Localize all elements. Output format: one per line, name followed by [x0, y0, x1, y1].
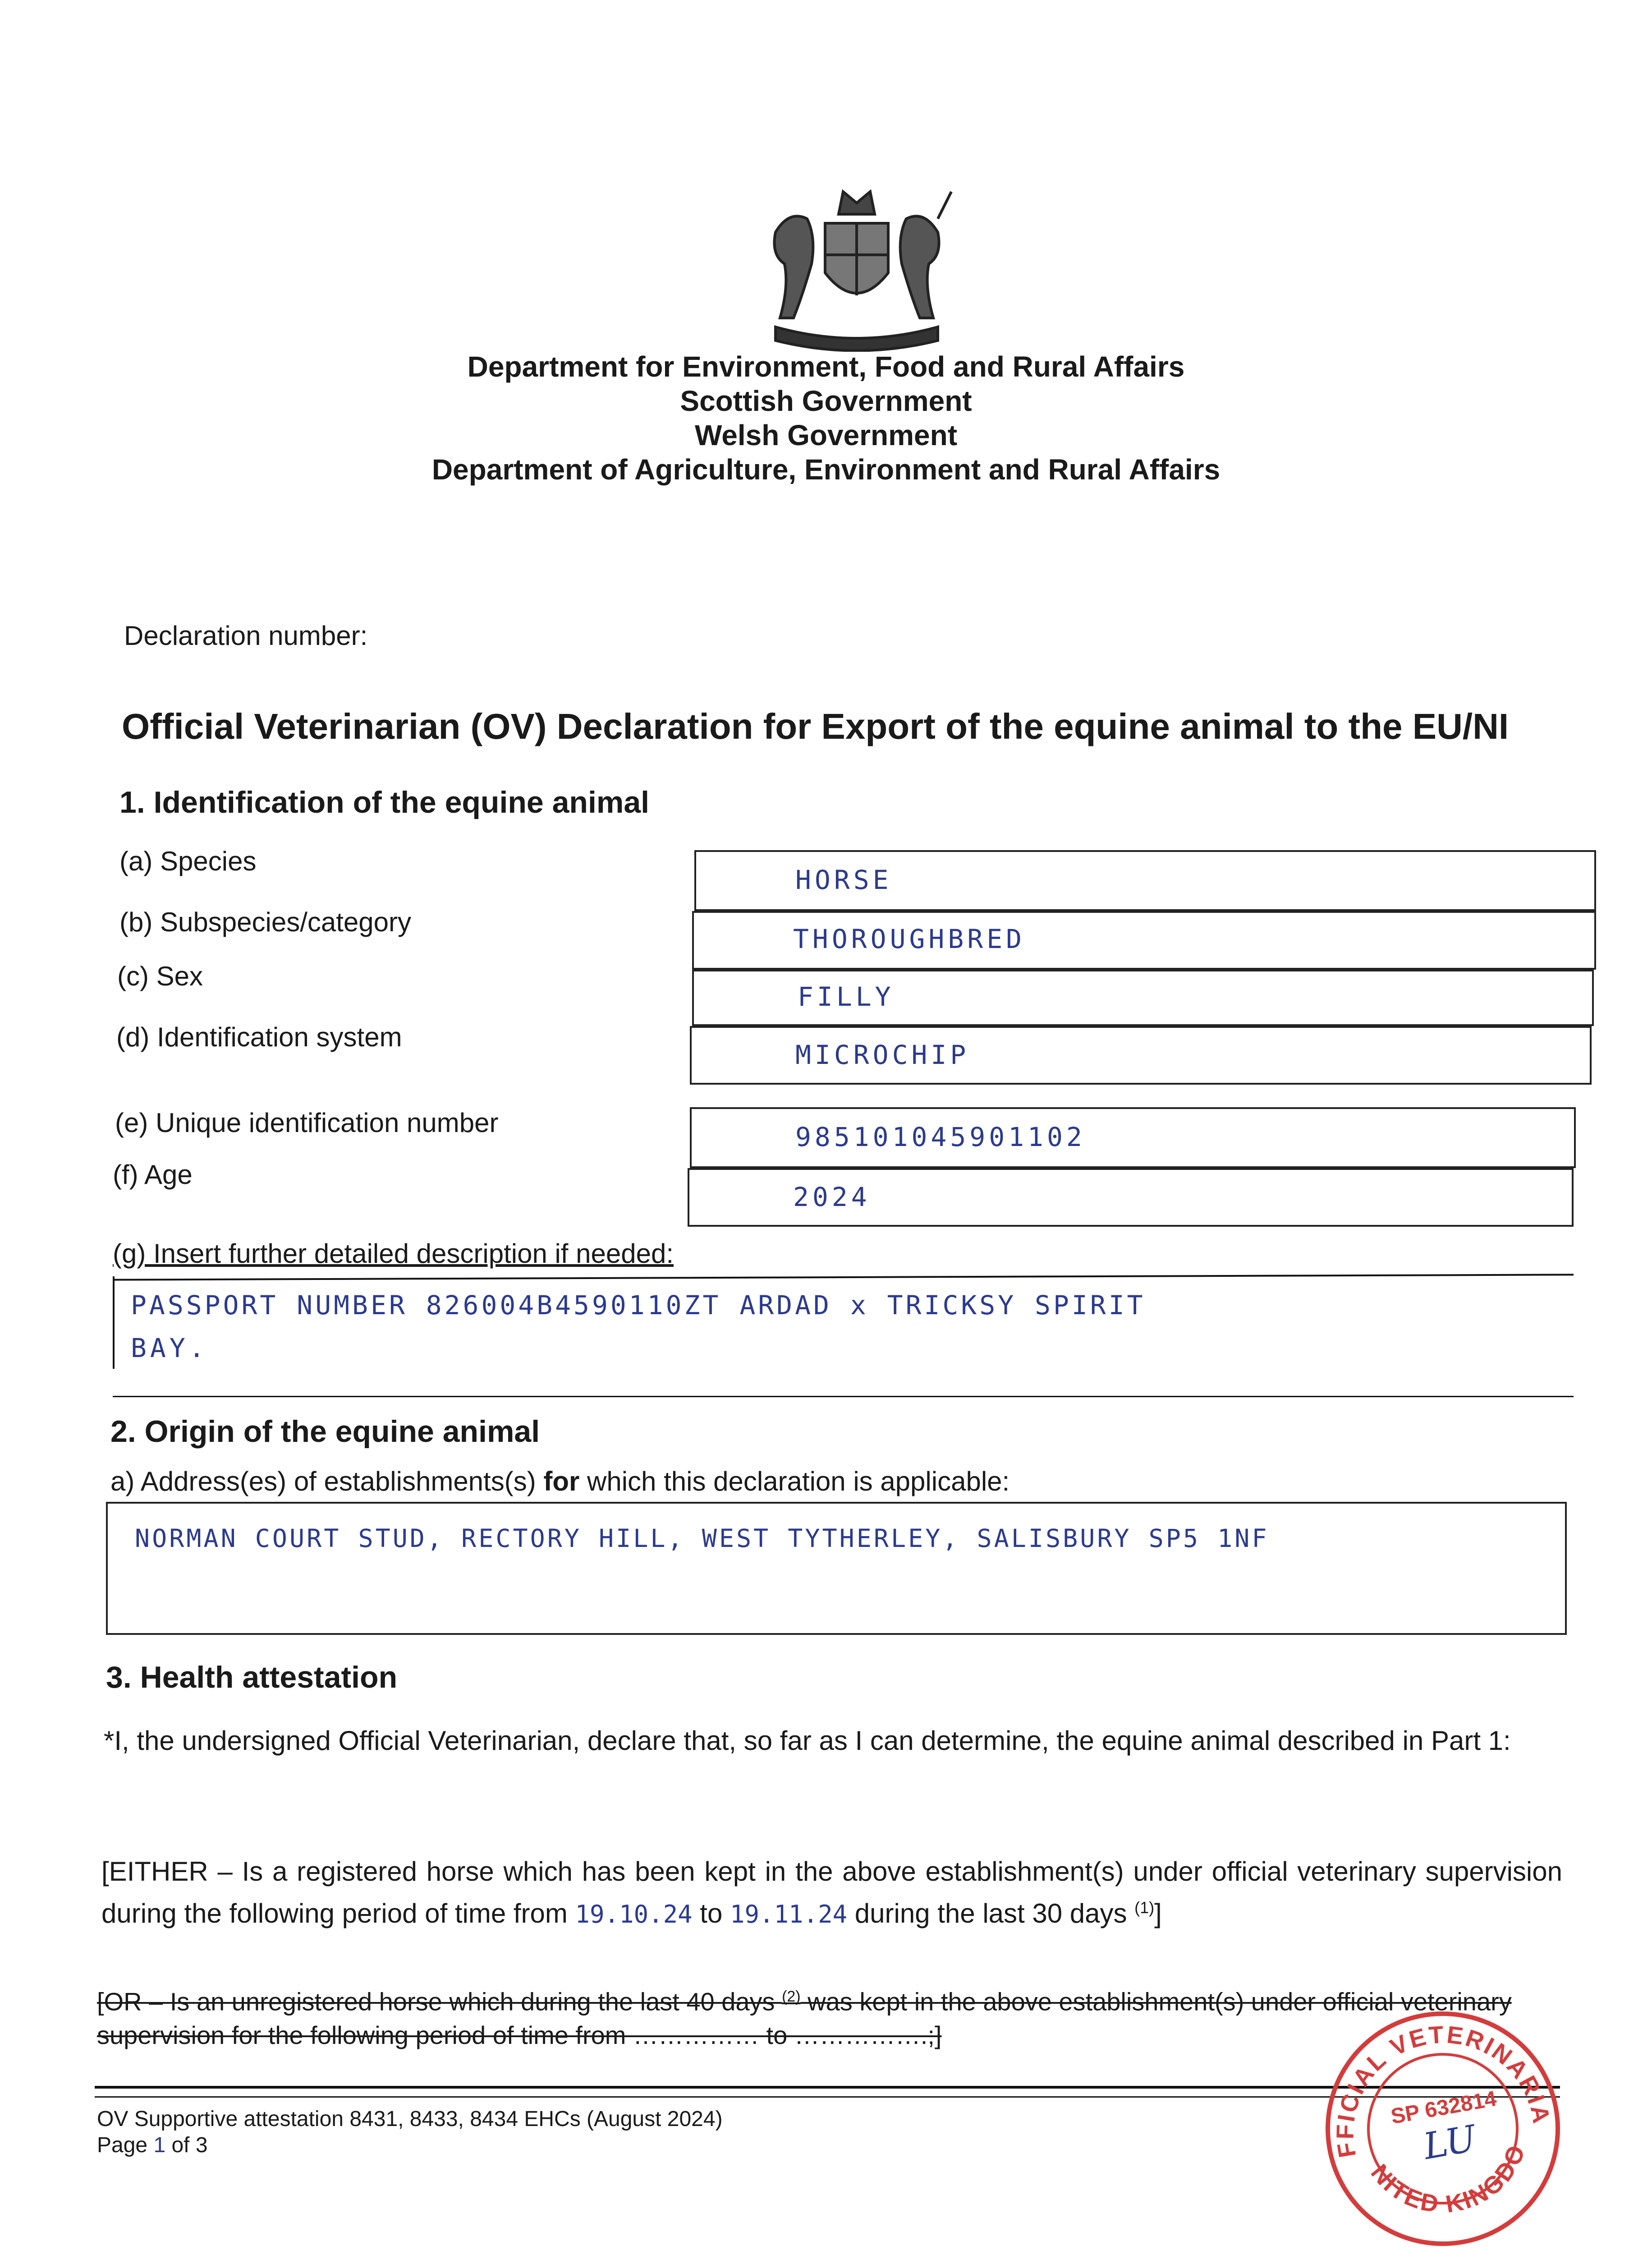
footer [97, 2106, 723, 2158]
species-label: (a) Species [119, 846, 257, 876]
description-box-left-rule [113, 1276, 115, 1369]
header-dept-scottish: Scottish Government [680, 385, 972, 417]
page-current: 1 [153, 2133, 166, 2157]
sex-label: (c) Sex [117, 961, 203, 991]
address-value: NORMAN COURT STUD, RECTORY HILL, WEST TYTHERLEY, SALISBURY SP5 1NF [135, 1524, 1269, 1553]
age-label: (f) Age [113, 1160, 193, 1190]
stamp-top-text: OFFICIAL VETERINARIAN [1331, 2021, 1556, 2160]
unique-id-label: (e) Unique identification number [115, 1108, 499, 1138]
health-attestation-intro: *I, the undersigned Official Veterinarian, declare that, so far as I can determine, the equine animal described in Part 1: [104, 1726, 1511, 1756]
header-dept-defra: Department for Environment, Food and Rural Affairs [467, 350, 1185, 383]
footer-page-number [97, 2132, 723, 2158]
sex-value: FILLY [798, 981, 895, 1012]
or-clause-post: was kept in the above establishment(s) under official veterinary supervision for the following period of time from …………… to …………….;] [97, 1987, 1512, 2049]
species-value: HORSE [795, 865, 892, 895]
unique-id-field[interactable] [690, 1107, 1576, 1168]
sex-field[interactable] [692, 970, 1594, 1026]
header-dept-welsh: Welsh Government [694, 419, 958, 451]
species-field[interactable] [694, 850, 1596, 911]
either-post-text: during the last 30 days [847, 1898, 1135, 1928]
or-footnote-ref: (2) [782, 1988, 801, 2005]
section2-heading: 2. Origin of the equine animal [110, 1414, 540, 1449]
either-end-text: ] [1154, 1898, 1162, 1928]
section1-heading: 1. Identification of the equine animal [119, 785, 650, 819]
stamp-initials: LU [1420, 2117, 1479, 2168]
header-dept-daera: Department of Agriculture, Environment and Rural Affairs [431, 453, 1221, 486]
further-description-line2[interactable]: BAY. [131, 1333, 208, 1363]
unique-id-value: 985101045901102 [795, 1122, 1086, 1152]
or-clause-text: [OR – Is an unregistered horse which during the last 40 days [97, 1987, 782, 2016]
address-label-post: which this declaration is applicable: [579, 1466, 1010, 1496]
either-clause-text: [EITHER – Is a registered horse which has been kept in the above establishment(s) under official veterinary supervision during the following period of time from [101, 1856, 1562, 1928]
either-footnote-ref: (1) [1134, 1898, 1155, 1917]
address-label-bold: for [543, 1466, 580, 1496]
age-field[interactable] [688, 1168, 1574, 1227]
official-veterinarian-stamp-icon [1317, 2002, 1569, 2255]
declaration-number-label: Declaration number: [124, 621, 368, 651]
address-label-pre: a) Address(es) of establishments(s) [110, 1466, 544, 1496]
description-box-top-rule [113, 1274, 1574, 1280]
identification-system-value: MICROCHIP [795, 1040, 970, 1070]
department-header [0, 350, 1652, 487]
identification-system-label: (d) Identification system [116, 1022, 402, 1052]
royal-coat-of-arms-icon [748, 183, 965, 352]
page-title: Official Veterinarian (OV) Declaration for Export of the equine animal to the EU/NI [122, 706, 1509, 746]
footer-attestation-ref: OV Supportive attestation 8431, 8433, 8434 EHCs (August 2024) [97, 2107, 723, 2131]
identification-system-field[interactable] [690, 1026, 1592, 1085]
stamp-number: SP 632814 [1389, 2086, 1499, 2129]
address-field[interactable] [106, 1502, 1567, 1635]
further-description-line1[interactable]: PASSPORT NUMBER 826004B4590110ZT ARDAD x TRICKSY SPIRIT [131, 1290, 1146, 1321]
section3-heading: 3. Health attestation [106, 1660, 398, 1694]
either-mid-text: to [692, 1898, 730, 1928]
further-description-label: (g) Insert further detailed description if needed: [113, 1238, 674, 1269]
description-box-bottom-rule [113, 1396, 1574, 1397]
either-from-date[interactable]: 19.10.24 [575, 1900, 693, 1928]
stamp-bottom-text: UNITED KINGDOM [1365, 2140, 1531, 2218]
age-value: 2024 [793, 1182, 871, 1212]
subspecies-field[interactable] [692, 911, 1596, 970]
address-label [110, 1466, 1010, 1497]
subspecies-value: THOROUGHBRED [793, 924, 1026, 954]
either-to-date[interactable]: 19.11.24 [730, 1900, 848, 1928]
page-label: Page [97, 2133, 154, 2157]
subspecies-label: (b) Subspecies/category [119, 907, 411, 937]
page-total: of 3 [165, 2133, 208, 2157]
either-clause [101, 1854, 1562, 1933]
